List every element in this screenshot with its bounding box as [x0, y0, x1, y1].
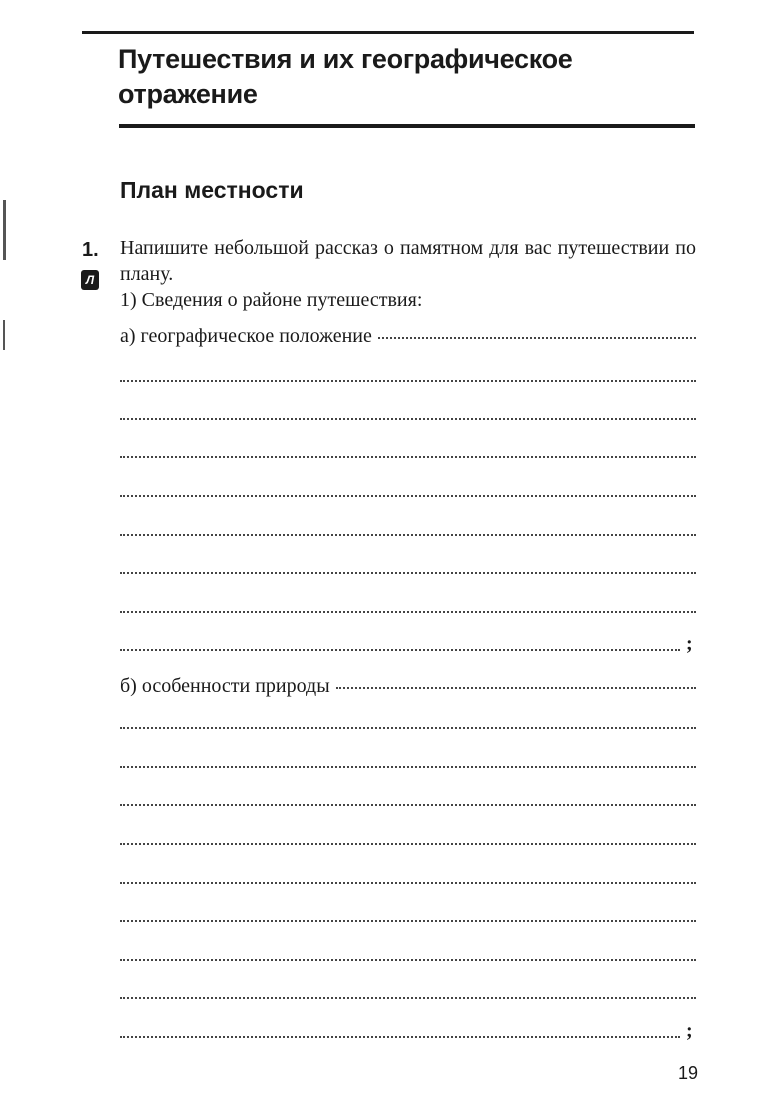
header-rule-top: [82, 31, 694, 34]
item-a-end-mark: ;: [686, 633, 693, 655]
answer-dotted-line[interactable]: [120, 380, 696, 382]
answer-dotted-line[interactable]: [120, 920, 696, 922]
answer-dotted-line[interactable]: [120, 456, 696, 458]
logic-badge-icon: Л: [81, 270, 99, 290]
task-instruction: Напишите небольшой рассказ о памятном для вас путешествии по плану.: [120, 237, 696, 285]
section-title: План местности: [120, 177, 304, 203]
answer-dotted-line[interactable]: [120, 997, 696, 999]
answer-dotted-line[interactable]: [120, 882, 696, 884]
answer-dotted-line[interactable]: [336, 687, 696, 689]
answer-dotted-line[interactable]: [120, 1036, 680, 1038]
item-b-end-mark: ;: [686, 1020, 693, 1042]
answer-dotted-line[interactable]: [120, 534, 696, 536]
item-b-label: б) особенности природы: [120, 675, 330, 697]
item-a-label: а) географическое положение: [120, 325, 372, 347]
chapter-title: [118, 42, 698, 112]
answer-dotted-line[interactable]: [120, 959, 696, 961]
scan-edge-mark: [3, 320, 5, 350]
answer-field-nature-features[interactable]: [120, 674, 696, 698]
answer-dotted-line[interactable]: [120, 611, 696, 613]
answer-field-geographic-position[interactable]: [120, 324, 696, 348]
answer-dotted-line[interactable]: [120, 843, 696, 845]
task-number: 1.: [82, 239, 99, 261]
task-sub-item: 1) Сведения о районе путешествия:: [120, 289, 423, 311]
answer-dotted-line[interactable]: [120, 418, 696, 420]
scan-edge-mark: [3, 200, 6, 260]
answer-dotted-line[interactable]: [120, 727, 696, 729]
chapter-title-line2: отражение: [118, 79, 258, 109]
chapter-title-line1: Путешествия и их географическое: [118, 44, 573, 74]
answer-dotted-line[interactable]: [120, 572, 696, 574]
answer-dotted-line[interactable]: [120, 495, 696, 497]
answer-dotted-line[interactable]: [378, 337, 696, 339]
answer-dotted-line[interactable]: [120, 804, 696, 806]
page-number: 19: [678, 1063, 699, 1083]
answer-dotted-line[interactable]: [120, 766, 696, 768]
answer-dotted-line[interactable]: [120, 649, 680, 651]
header-rule-bottom: [119, 124, 695, 128]
